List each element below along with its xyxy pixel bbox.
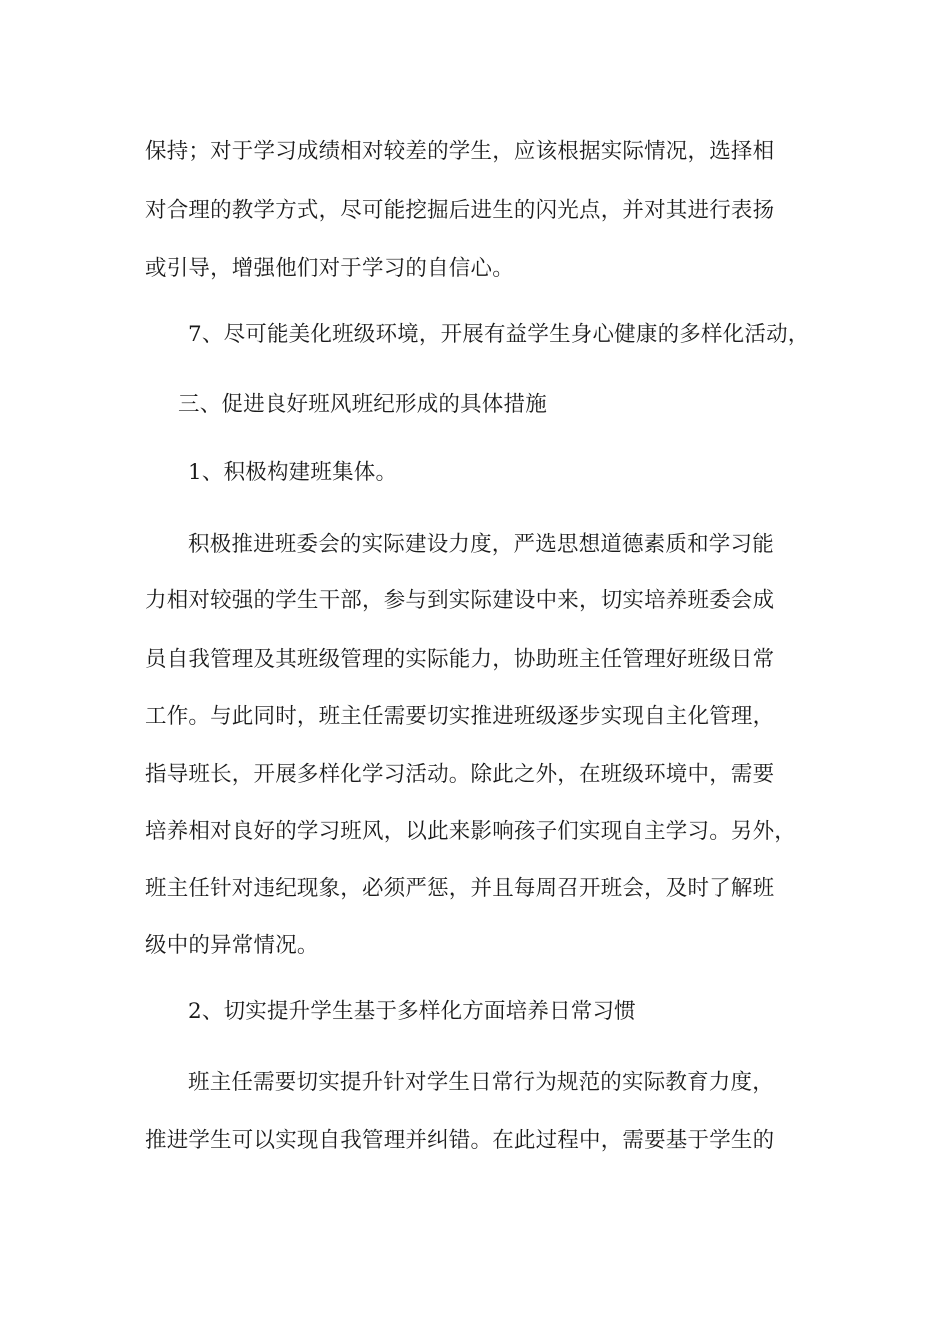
paragraph-line: 培养相对良好的学习班风，以此来影响孩子们实现自主学习。另外， — [145, 819, 797, 844]
paragraph-line: 对合理的教学方式，尽可能挖掘后进生的闪光点，并对其进行表扬 — [145, 198, 775, 223]
paragraph-line: 积极推进班委会的实际建设力度，严选思想道德素质和学习能 — [188, 532, 774, 557]
paragraph-line: 或引导，增强他们对于学习的自信心。 — [145, 256, 514, 281]
paragraph-line: 力相对较强的学生干部，参与到实际建设中来，切实培养班委会成 — [145, 588, 775, 613]
paragraph-line: 推进学生可以实现自我管理并纠错。在此过程中，需要基于学生的 — [145, 1128, 775, 1153]
paragraph-line: 工作。与此同时，班主任需要切实推进班级逐步实现自主化管理， — [145, 704, 775, 729]
paragraph-line: 班主任需要切实提升针对学生日常行为规范的实际教育力度， — [188, 1070, 774, 1095]
paragraph-line: 员自我管理及其班级管理的实际能力，协助班主任管理好班级日常 — [145, 647, 775, 672]
paragraph-line: 保持；对于学习成绩相对较差的学生，应该根据实际情况，选择相 — [145, 139, 775, 164]
section-heading: 三、促进良好班风班纪形成的具体措施 — [178, 392, 547, 417]
paragraph-line: 指导班长，开展多样化学习活动。除此之外，在班级环境中，需要 — [145, 762, 775, 787]
list-item-7: 7、尽可能美化班级环境，开展有益学生身心健康的多样化活动， — [188, 322, 810, 347]
paragraph-line: 班主任针对违纪现象，必须严惩，并且每周召开班会，及时了解班 — [145, 876, 775, 901]
subsection-heading-2: 2、切实提升学生基于多样化方面培养日常习惯 — [188, 999, 636, 1024]
subsection-heading-1: 1、积极构建班集体。 — [188, 460, 398, 485]
paragraph-line: 级中的异常情况。 — [145, 933, 319, 958]
